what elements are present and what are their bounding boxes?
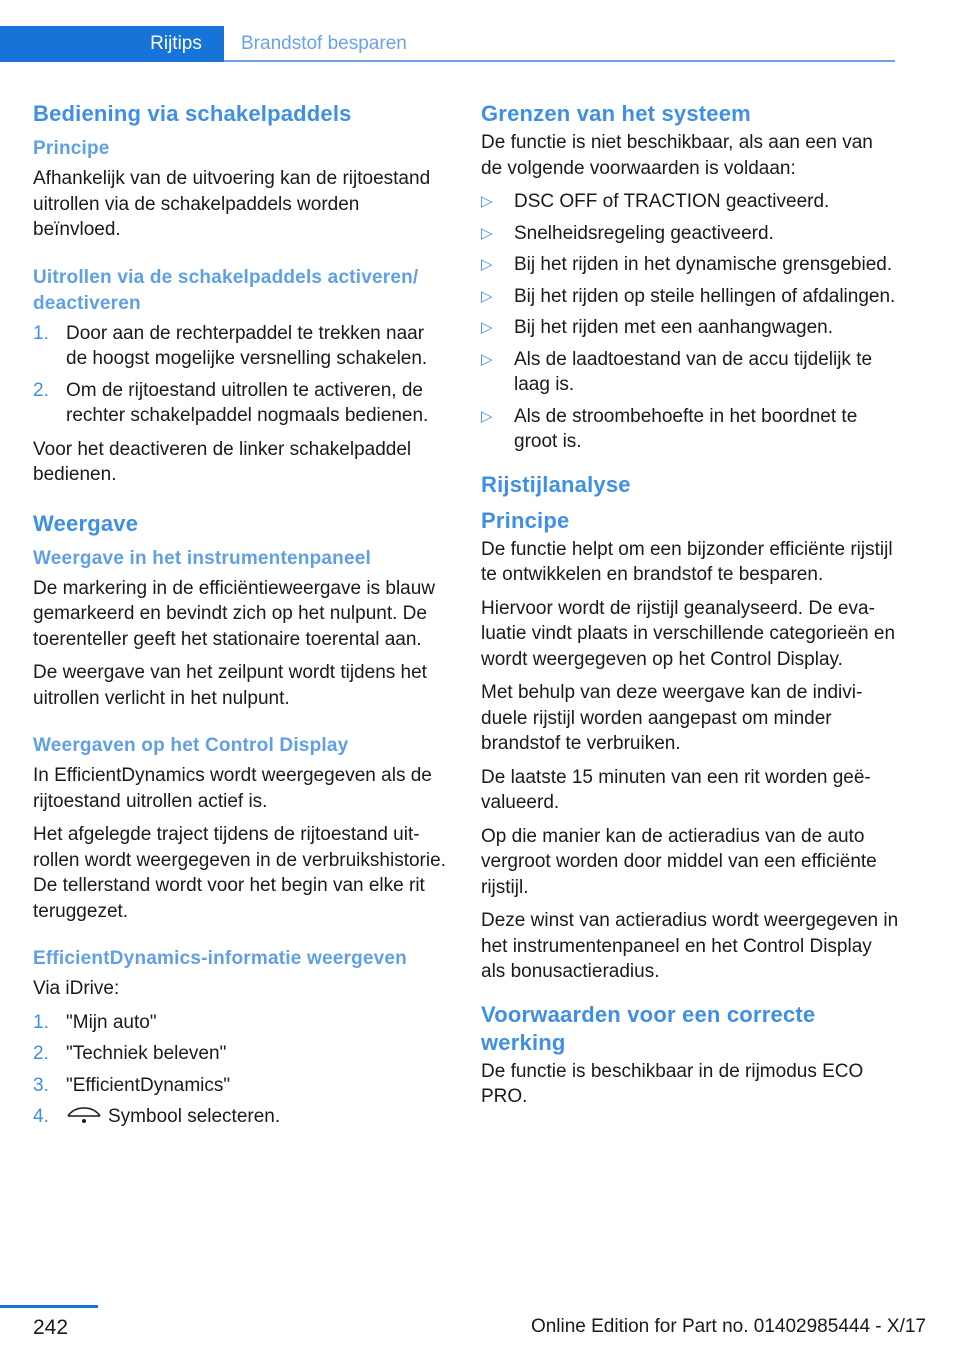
paragraph-voorwaarden: De functie is beschikbaar in de rijmodus ECO PRO.: [481, 1060, 864, 1107]
page-header: [0, 26, 895, 62]
heading-info: EfficientDynamics-informatie weergeven: [33, 948, 407, 969]
paragraph-1: De functie helpt om een bijzonder efficiënte rijstijl te ontwikkelen en brandstof te besparen.: [481, 538, 893, 585]
heading-weergave: Weergave: [33, 510, 139, 536]
paragraph-idrive: Via iDrive:: [33, 978, 120, 999]
header-section-tab: Brandstof besparen: [224, 26, 895, 62]
heading-control-display: Weergaven op het Control Display: [33, 735, 349, 756]
paragraph-markering: De markering in de efficiëntieweergave is blauw gemarkeerd en bevindt zich op het nulpunt. De toerenteller geeft het stationaire toerental aan.: [33, 577, 436, 650]
list-item: ▷ Bij het rijden in het dynamische grensgebied.: [481, 252, 899, 278]
list-item: 1. "Mijn auto": [33, 1011, 157, 1033]
header-rule: [224, 60, 895, 62]
paragraph-6: Deze winst van actieradius wordt weergegeven in het instrumentenpaneel en het Control Display als bonusactieradius.: [481, 910, 899, 982]
paragraph-2: Hiervoor wordt de rijstijl geanalyseerd. De evaluatie vindt plaats in verschillende categorieën en wordt weergegeven op het Control Display.: [481, 597, 896, 670]
list-item: ▷ Als de laadtoestand van de accu tijdelijk te laag is.: [481, 348, 873, 395]
bullet-list-grenzen: [481, 189, 899, 455]
steps-idrive: [33, 1010, 448, 1132]
heading-voorwaarden: Voorwaarden voor een correcte werking: [481, 1001, 816, 1055]
list-item: 2. "Techniek beleven": [33, 1043, 227, 1064]
triangle-bullet-icon: ▷: [481, 319, 493, 336]
left-column: [33, 100, 448, 1140]
list-item: ▷ Bij het rijden op steile hellingen of afdalingen.: [481, 284, 899, 310]
header-chapter-tab: Rijtips: [128, 26, 224, 62]
list-item: ▷ DSC OFF of TRACTION geactiveerd.: [481, 189, 899, 215]
page-number: 242: [33, 1316, 69, 1339]
list-item: 1. Door aan de rechterpaddel te trekken naar de hoogst mogelijke versnelling schakelen.: [33, 322, 428, 369]
paragraph-traject: Het afgelegde traject tijdens de rijtoestand uitrollen wordt weergegeven in de verbruikshistorie. De tellerstand wordt voor het begin van elke rit teruggezet.: [33, 824, 446, 922]
paragraph-4: De laatste 15 minuten van een rit worden geëvalueerd.: [481, 766, 871, 813]
paragraph-3: Met behulp van deze weergave kan de individuele rijstijl worden aangepast om minder brandstof te verbruiken.: [481, 682, 863, 754]
heading-principe: Principe: [33, 138, 110, 159]
heading-schakelpaddels: Bediening via schakelpaddels: [33, 101, 352, 126]
triangle-bullet-icon: ▷: [481, 407, 493, 425]
coasting-car-icon: [66, 1104, 102, 1132]
triangle-bullet-icon: ▷: [481, 287, 493, 305]
heading-activeren: Uitrollen via de schakelpaddels activeren/ deactiveren: [33, 266, 419, 314]
edition-note: Online Edition for Part no. 01402985444 - X/17: [530, 1316, 926, 1337]
paragraph-grenzen: De functie is niet beschikbaar, als aan een van de volgende voorwaarden is voldaan:: [481, 132, 873, 179]
list-item: ▷ Snelheidsregeling geactiveerd.: [481, 221, 899, 247]
list-item: 3. "EfficientDynamics": [33, 1074, 231, 1096]
paragraph-principe: Afhankelijk van de uitvoering kan de rijtoestand uitrollen via de schakelpaddels worden beïnvloed.: [33, 168, 431, 240]
steps-activeren: [33, 321, 448, 429]
triangle-bullet-icon: ▷: [481, 224, 493, 242]
triangle-bullet-icon: ▷: [481, 350, 493, 368]
heading-rijstijlanalyse: Rijstijlanalyse: [481, 471, 631, 497]
list-item: 4. Symbool selecteren.: [33, 1104, 448, 1132]
footer-line: [0, 1305, 98, 1308]
heading-principe-right: Principe: [481, 507, 570, 533]
paragraph-efficient: In EfficientDynamics wordt weergegeven als de rijtoestand uitrollen actief is.: [33, 765, 432, 812]
triangle-bullet-icon: ▷: [481, 193, 493, 210]
right-column: [481, 100, 899, 1118]
paragraph-deactiveren: Voor het deactiveren de linker schakelpaddel bedienen.: [33, 438, 412, 485]
paragraph-zeilpunt: De weergave van het zeilpunt wordt tijdens het uitrollen verlicht in het nulpunt.: [33, 662, 427, 709]
triangle-bullet-icon: ▷: [481, 256, 493, 273]
list-item: 2. Om de rijtoestand uitrollen te activeren, de rechter schakelpaddel nogmaals bedienen.: [33, 379, 429, 426]
paragraph-5: Op die manier kan de actieradius van de auto vergroot worden door middel van een efficiënte rijstijl.: [481, 825, 877, 898]
heading-grenzen: Grenzen van het systeem: [481, 101, 751, 126]
header-bar: [0, 26, 128, 62]
list-item: ▷ Als de stroombehoefte in het boordnet te groot is.: [481, 405, 858, 452]
heading-instrumentenpaneel: Weergave in het instrumentenpaneel: [33, 547, 371, 569]
list-item: ▷ Bij het rijden met een aanhangwagen.: [481, 315, 899, 341]
